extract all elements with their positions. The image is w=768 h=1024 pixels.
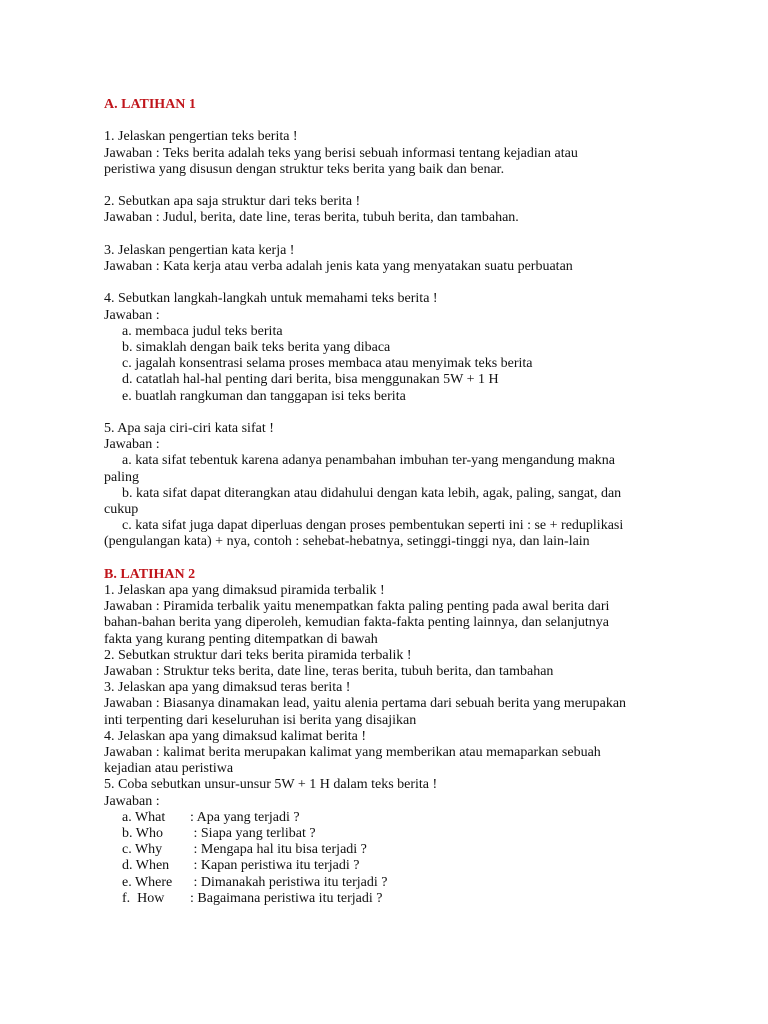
list-item-continuation: cukup xyxy=(104,502,139,517)
section-b-q4 xyxy=(104,729,669,778)
section-a-q4 xyxy=(104,291,669,404)
section-b-title: B. LATIHAN 2 xyxy=(104,566,196,582)
answer-text: fakta yang kurang penting ditempatkan di bawah xyxy=(104,631,378,647)
5w1h-label: b. Who xyxy=(122,826,163,842)
5w1h-value: : Apa yang terjadi ? xyxy=(190,809,300,825)
5w1h-row xyxy=(104,842,669,858)
question-text: 2. Sebutkan apa saja struktur dari teks berita ! xyxy=(104,194,361,210)
5w1h-value: : Bagaimana peristiwa itu terjadi ? xyxy=(190,890,383,906)
answer-text: peristiwa yang disusun dengan struktur teks berita yang baik dan benar. xyxy=(104,161,505,177)
question-text: 1. Jelaskan apa yang dimaksud piramida terbalik ! xyxy=(104,583,385,598)
5w1h-value: : Mengapa hal itu bisa terjadi ? xyxy=(190,842,367,858)
list-item: c. kata sifat juga dapat diperluas dengan proses pembentukan seperti ini : se + reduplikasi xyxy=(122,518,624,534)
5w1h-row xyxy=(104,858,669,874)
question-text: 4. Jelaskan apa yang dimaksud kalimat berita ! xyxy=(104,728,367,744)
5w1h-value: : Siapa yang terlibat ? xyxy=(190,826,316,842)
answer-text: Jawaban : Judul, berita, date line, teras berita, tubuh berita, dan tambahan. xyxy=(104,210,519,226)
answer-text: Jawaban : Piramida terbalik yaitu menempatkan fakta paling penting pada awal berita dari xyxy=(104,599,610,615)
list-item-continuation: paling xyxy=(104,469,139,485)
section-b-q2 xyxy=(104,648,669,680)
section-b-q5 xyxy=(104,777,669,907)
5w1h-label: c. Why xyxy=(122,842,163,858)
answer-text: Jawaban : Struktur teks berita, date line, teras berita, tubuh berita, dan tambahan xyxy=(104,664,554,680)
question-text: 3. Jelaskan apa yang dimaksud teras berita ! xyxy=(104,680,351,696)
section-a-title: A. LATIHAN 1 xyxy=(104,97,196,112)
5w1h-row xyxy=(104,891,669,907)
question-text: 1. Jelaskan pengertian teks berita ! xyxy=(104,129,298,145)
5w1h-label: e. Where xyxy=(122,874,173,890)
answer-text: Jawaban : kalimat berita merupakan kalimat yang memberikan atau memaparkan sebuah xyxy=(104,745,601,761)
5w1h-label: f. How xyxy=(122,890,165,906)
list-item: c. jagalah konsentrasi selama proses membaca atau menyimak teks berita xyxy=(122,356,533,372)
answer-text: kejadian atau peristiwa xyxy=(104,761,234,777)
answer-text: bahan-bahan berita yang diperoleh, kemudian fakta-fakta penting lainnya, dan selanjutnya xyxy=(104,615,609,631)
section-a-q3 xyxy=(104,243,669,275)
5w1h-label: a. What xyxy=(122,809,166,825)
5w1h-value: : Kapan peristiwa itu terjadi ? xyxy=(190,858,360,874)
document-page xyxy=(104,97,669,907)
answer-text: Jawaban : Biasanya dinamakan lead, yaitu alenia pertama dari sebuah berita yang merupakan xyxy=(104,696,627,712)
question-text: 2. Sebutkan struktur dari teks berita piramida terbalik ! xyxy=(104,647,412,663)
list-item: d. catatlah hal-hal penting dari berita, bisa menggunakan 5W + 1 H xyxy=(122,372,499,388)
list-item: a. kata sifat tebentuk karena adanya penambahan imbuhan ter-yang mengandung makna xyxy=(122,453,616,469)
question-text: 4. Sebutkan langkah-langkah untuk memahami teks berita ! xyxy=(104,291,438,307)
section-b-q1 xyxy=(104,583,669,648)
section-a-q5 xyxy=(104,421,669,551)
5w1h-row xyxy=(104,810,669,826)
answer-label: Jawaban : xyxy=(104,437,160,453)
list-item: e. buatlah rangkuman dan tanggapan isi teks berita xyxy=(122,388,406,404)
5w1h-label: d. When xyxy=(122,858,170,874)
section-a-q1 xyxy=(104,129,669,178)
5w1h-row xyxy=(104,826,669,842)
question-text: 3. Jelaskan pengertian kata kerja ! xyxy=(104,242,295,258)
answer-label: Jawaban : xyxy=(104,307,160,323)
list-item-continuation: (pengulangan kata) + nya, contoh : sehebat-hebatnya, setinggi-tinggi nya, dan lain-lain xyxy=(104,534,590,550)
answer-text: inti terpenting dari keseluruhan isi berita yang disajikan xyxy=(104,712,417,728)
section-b-q3 xyxy=(104,680,669,729)
5w1h-row xyxy=(104,875,669,891)
list-item: a. membaca judul teks berita xyxy=(122,323,283,339)
5w1h-value: : Dimanakah peristiwa itu terjadi ? xyxy=(190,874,388,890)
question-text: 5. Apa saja ciri-ciri kata sifat ! xyxy=(104,420,274,436)
list-item: b. kata sifat dapat diterangkan atau didahului dengan kata lebih, agak, paling, sangat, dan xyxy=(122,485,622,501)
answer-label: Jawaban : xyxy=(104,793,160,809)
list-item: b. simaklah dengan baik teks berita yang dibaca xyxy=(122,339,391,355)
section-a-q2 xyxy=(104,194,669,226)
question-text: 5. Coba sebutkan unsur-unsur 5W + 1 H dalam teks berita ! xyxy=(104,777,438,793)
answer-text: Jawaban : Kata kerja atau verba adalah jenis kata yang menyatakan suatu perbuatan xyxy=(104,258,573,274)
answer-text: Jawaban : Teks berita adalah teks yang berisi sebuah informasi tentang kejadian atau xyxy=(104,145,578,161)
